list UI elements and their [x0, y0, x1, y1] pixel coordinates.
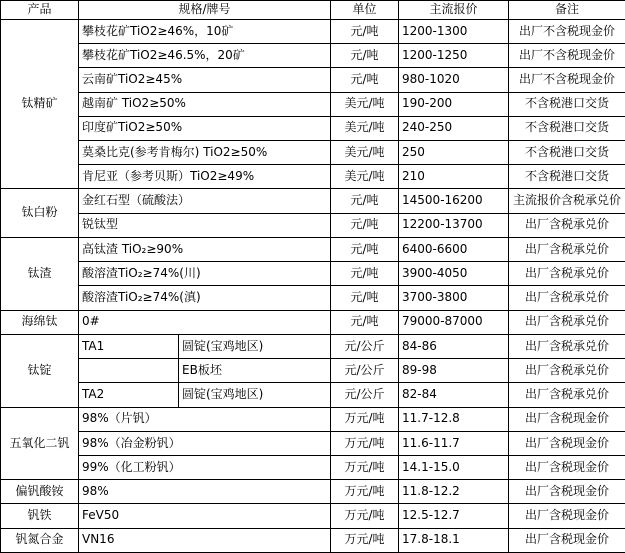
unit-cell: 元/公斤	[331, 359, 399, 383]
table-row	[1, 528, 625, 552]
remark-cell: 出厂含税承兑价	[509, 359, 625, 383]
spec-grade: 印度矿TiO2≥50%	[79, 116, 331, 140]
spec-grade: VN16	[79, 528, 331, 552]
table-row	[1, 456, 625, 480]
remark-cell: 出厂含税承兑价	[509, 310, 625, 334]
spec-form: 圆锭(宝鸡地区)	[179, 383, 331, 407]
table-row	[1, 334, 625, 358]
table-header-row	[1, 1, 625, 20]
header-product: 产品	[1, 1, 79, 20]
table-body	[1, 19, 625, 552]
remark-cell: 出厂含税现金价	[509, 528, 625, 552]
remark-cell: 主流报价含税承兑价	[509, 189, 625, 213]
price-cell: 6400-6600	[399, 237, 509, 261]
product-category: 五氧化二钒	[1, 407, 79, 480]
price-cell: 3900-4050	[399, 262, 509, 286]
spec-grade: TA2	[79, 383, 179, 407]
price-cell: 980-1020	[399, 68, 509, 92]
table-row	[1, 262, 625, 286]
price-cell: 82-84	[399, 383, 509, 407]
price-cell: 17.8-18.1	[399, 528, 509, 552]
product-category: 钛锭	[1, 334, 79, 407]
header-remark: 备注	[509, 1, 625, 20]
unit-cell: 元/吨	[331, 286, 399, 310]
unit-cell: 元/吨	[331, 262, 399, 286]
spec-grade: 锐钛型	[79, 213, 331, 237]
unit-cell: 美元/吨	[331, 140, 399, 164]
unit-cell: 元/吨	[331, 237, 399, 261]
remark-cell: 不含税港口交货	[509, 140, 625, 164]
remark-cell: 出厂含税现金价	[509, 456, 625, 480]
unit-cell: 万元/吨	[331, 480, 399, 504]
table-row	[1, 480, 625, 504]
remark-cell: 不含税港口交货	[509, 165, 625, 189]
header-spec: 规格/牌号	[79, 1, 331, 20]
spec-grade: 攀枝花矿TiO2≥46.5%，20矿	[79, 44, 331, 68]
price-cell: 14.1-15.0	[399, 456, 509, 480]
price-cell: 11.7-12.8	[399, 407, 509, 431]
remark-cell: 出厂含税承兑价	[509, 213, 625, 237]
unit-cell: 万元/吨	[331, 456, 399, 480]
spec-grade	[79, 359, 179, 383]
product-category: 钛精矿	[1, 19, 79, 189]
price-cell: 240-250	[399, 116, 509, 140]
table-row	[1, 116, 625, 140]
unit-cell: 美元/吨	[331, 116, 399, 140]
unit-cell: 元/吨	[331, 189, 399, 213]
spec-grade: 酸溶渣TiO₂≥74%(川)	[79, 262, 331, 286]
spec-grade: 莫桑比克(参考肯梅尔) TiO2≥50%	[79, 140, 331, 164]
table-row	[1, 431, 625, 455]
spec-grade: 98%（冶金粉钒）	[79, 431, 331, 455]
table-row	[1, 237, 625, 261]
product-category: 钛白粉	[1, 189, 79, 237]
table-row	[1, 44, 625, 68]
price-cell: 14500-16200	[399, 189, 509, 213]
remark-cell: 出厂含税承兑价	[509, 383, 625, 407]
table-row	[1, 165, 625, 189]
product-category: 钒铁	[1, 504, 79, 528]
remark-cell: 出厂含税现金价	[509, 431, 625, 455]
price-cell: 3700-3800	[399, 286, 509, 310]
remark-cell: 出厂含税承兑价	[509, 237, 625, 261]
table-row	[1, 504, 625, 528]
table-row	[1, 407, 625, 431]
spec-grade: 攀枝花矿TiO2≥46%，10矿	[79, 19, 331, 43]
unit-cell: 元/吨	[331, 68, 399, 92]
price-cell: 210	[399, 165, 509, 189]
remark-cell: 出厂含税承兑价	[509, 262, 625, 286]
product-category: 海绵钛	[1, 310, 79, 334]
spec-grade: FeV50	[79, 504, 331, 528]
product-category: 钛渣	[1, 237, 79, 310]
spec-form: 圆锭(宝鸡地区)	[179, 334, 331, 358]
unit-cell: 元/吨	[331, 19, 399, 43]
table-row	[1, 189, 625, 213]
spec-grade: 金红石型（硫酸法）	[79, 189, 331, 213]
table-row	[1, 359, 625, 383]
unit-cell: 元/吨	[331, 213, 399, 237]
unit-cell: 元/吨	[331, 44, 399, 68]
remark-cell: 出厂含税承兑价	[509, 286, 625, 310]
product-category: 偏钒酸铵	[1, 480, 79, 504]
spec-grade: 99%（化工粉钒）	[79, 456, 331, 480]
price-cell: 12.5-12.7	[399, 504, 509, 528]
table-row	[1, 310, 625, 334]
remark-cell: 出厂不含税现金价	[509, 19, 625, 43]
spec-grade: 肯尼亚（参考贝斯）TiO2≥49%	[79, 165, 331, 189]
table-row	[1, 68, 625, 92]
header-price: 主流报价	[399, 1, 509, 20]
remark-cell: 出厂含税现金价	[509, 407, 625, 431]
spec-grade: 云南矿TiO2≥45%	[79, 68, 331, 92]
remark-cell: 不含税港口交货	[509, 92, 625, 116]
spec-grade: 高钛渣 TiO₂≥90%	[79, 237, 331, 261]
product-category: 钒氮合金	[1, 528, 79, 552]
unit-cell: 万元/吨	[331, 407, 399, 431]
price-cell: 11.6-11.7	[399, 431, 509, 455]
table-row	[1, 92, 625, 116]
price-cell: 11.8-12.2	[399, 480, 509, 504]
unit-cell: 元/公斤	[331, 383, 399, 407]
price-cell: 84-86	[399, 334, 509, 358]
price-cell: 250	[399, 140, 509, 164]
spec-form: EB板坯	[179, 359, 331, 383]
unit-cell: 元/公斤	[331, 334, 399, 358]
price-cell: 1200-1250	[399, 44, 509, 68]
spec-grade: 酸溶渣TiO₂≥74%(滇)	[79, 286, 331, 310]
header-unit: 单位	[331, 1, 399, 20]
remark-cell: 不含税港口交货	[509, 116, 625, 140]
table-row	[1, 213, 625, 237]
unit-cell: 美元/吨	[331, 165, 399, 189]
remark-cell: 出厂含税承兑价	[509, 334, 625, 358]
spec-grade: 越南矿 TiO2≥50%	[79, 92, 331, 116]
remark-cell: 出厂含税现金价	[509, 480, 625, 504]
table-row	[1, 286, 625, 310]
price-cell: 12200-13700	[399, 213, 509, 237]
table-row	[1, 383, 625, 407]
table-row	[1, 19, 625, 43]
remark-cell: 出厂含税现金价	[509, 504, 625, 528]
unit-cell: 元/吨	[331, 310, 399, 334]
unit-cell: 美元/吨	[331, 92, 399, 116]
unit-cell: 万元/吨	[331, 431, 399, 455]
spec-grade: 98%	[79, 480, 331, 504]
price-cell: 89-98	[399, 359, 509, 383]
unit-cell: 万元/吨	[331, 504, 399, 528]
spec-grade: 0#	[79, 310, 331, 334]
spec-grade: 98%（片钒）	[79, 407, 331, 431]
price-cell: 190-200	[399, 92, 509, 116]
price-cell: 1200-1300	[399, 19, 509, 43]
table-row	[1, 140, 625, 164]
remark-cell: 出厂不含税现金价	[509, 44, 625, 68]
remark-cell: 出厂不含税现金价	[509, 68, 625, 92]
spec-grade: TA1	[79, 334, 179, 358]
price-cell: 79000-87000	[399, 310, 509, 334]
unit-cell: 万元/吨	[331, 528, 399, 552]
